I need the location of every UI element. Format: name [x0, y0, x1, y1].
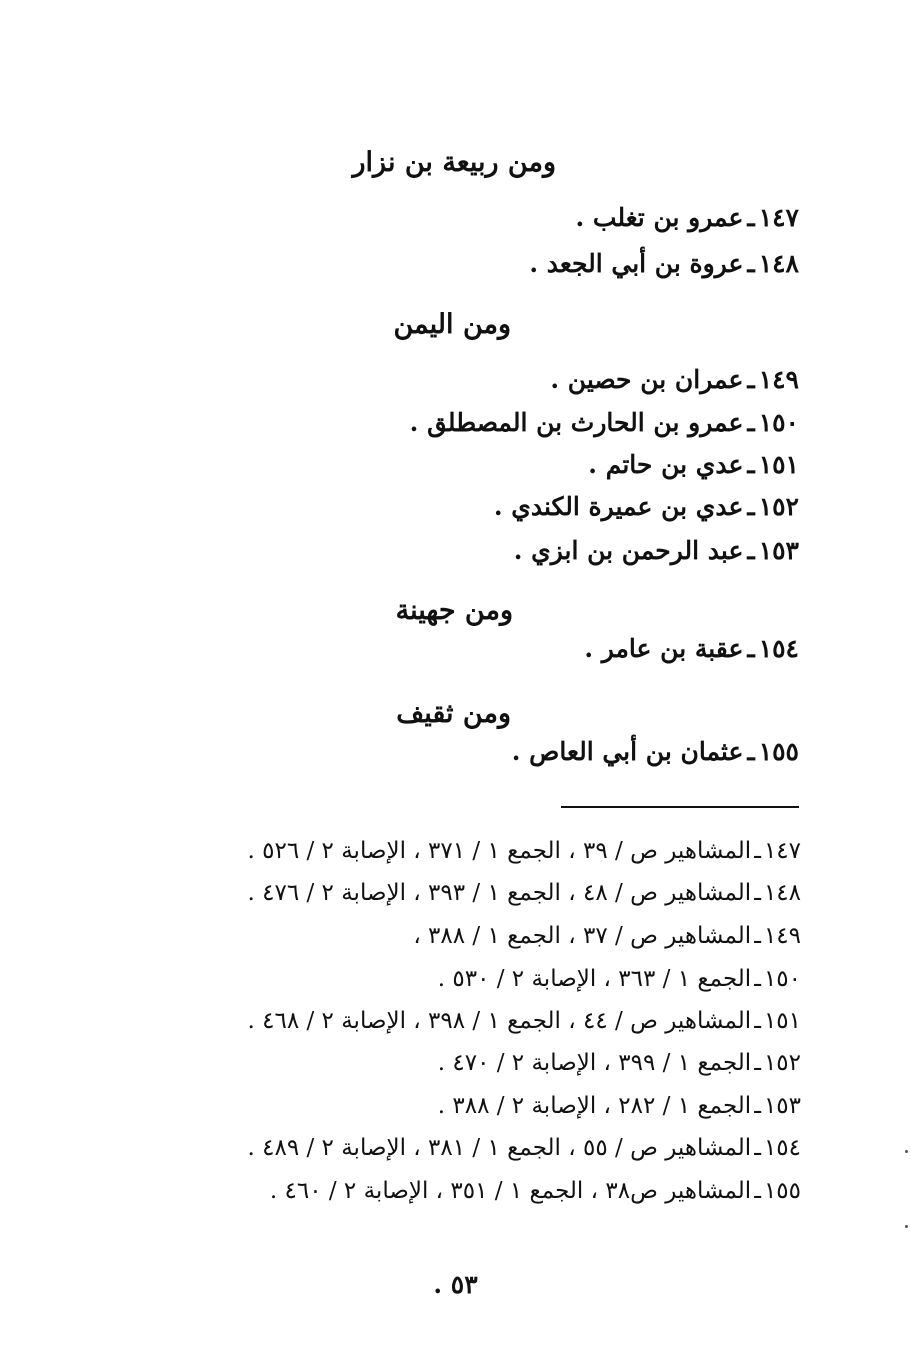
footnote-dash: ـ	[754, 1178, 761, 1204]
footnote-number: ١٤٧	[763, 838, 801, 864]
entry-name: عبد الرحمن بن ابزي .	[513, 536, 744, 565]
section-heading-juhayna: ومن جهينة	[395, 595, 513, 626]
footnote-dash: ـ	[754, 1093, 761, 1119]
footnote-text: الجمع ١ / ٣٩٩ ، الإصابة ٢ / ٤٧٠ .	[437, 1050, 752, 1076]
section-heading-yemen: ومن اليمن	[393, 309, 511, 340]
entry-name: عمرو بن الحارث بن المصطلق .	[409, 408, 744, 437]
entry-dash: ـ	[747, 737, 755, 766]
entry-number: ١٤٨	[758, 249, 799, 278]
footnote-text: المشاهير ص / ٣٧ ، الجمع ١ / ٣٨٨ ،	[413, 923, 752, 949]
entry-name: عمران بن حصين .	[550, 365, 744, 394]
entry-name: عمرو بن تغلب .	[575, 203, 744, 232]
footnote-148	[247, 877, 801, 909]
footnote-dash: ـ	[754, 1008, 761, 1034]
footnote-number: ١٥١	[763, 1008, 801, 1034]
entry-149	[550, 363, 799, 397]
entry-148	[529, 247, 799, 281]
entry-dash: ـ	[747, 536, 755, 565]
section-heading-rabia: ومن ربيعة بن نزار	[352, 147, 556, 178]
entry-number: ١٥٤	[758, 634, 799, 663]
footnote-text: المشاهير ص / ٣٩ ، الجمع ١ / ٣٧١ ، الإصابة ٢ / ٥٢٦ .	[247, 838, 752, 864]
page-number: ٥٣ .	[433, 1270, 478, 1299]
entry-number: ١٤٧	[758, 203, 799, 232]
footnote-number: ١٤٩	[763, 923, 801, 949]
footnote-text: المشاهير ص / ٤٤ ، الجمع ١ / ٣٩٨ ، الإصابة ٢ / ٤٦٨ .	[247, 1008, 752, 1034]
entry-147	[575, 201, 799, 235]
footnote-152	[438, 1047, 801, 1079]
footnote-text: المشاهير ص / ٥٥ ، الجمع ١ / ٣٨١ ، الإصابة ٢ / ٤٨٩ .	[247, 1135, 752, 1161]
entry-number: ١٤٩	[758, 365, 799, 394]
entry-152	[494, 490, 799, 524]
footnote-dash: ـ	[754, 1135, 761, 1161]
footnote-number: ١٥٣	[763, 1093, 801, 1119]
footnote-dash: ـ	[754, 1050, 761, 1076]
footnote-dash: ـ	[754, 966, 761, 992]
entry-dash: ـ	[747, 203, 755, 232]
entry-name: عقبة بن عامر .	[584, 634, 744, 663]
footnote-147	[247, 835, 801, 867]
entry-154	[584, 632, 799, 666]
entry-dash: ـ	[747, 249, 755, 278]
entry-name: عروة بن أبي الجعد .	[529, 249, 744, 278]
entry-number: ١٥٥	[758, 737, 799, 766]
entry-number: ١٥٠	[758, 408, 799, 437]
footnote-number: ١٤٨	[763, 880, 801, 906]
entry-151	[588, 448, 799, 482]
entry-number: ١٥٢	[758, 492, 799, 521]
entry-dash: ـ	[747, 408, 755, 437]
entry-name: عثمان بن أبي العاص .	[511, 737, 744, 766]
entry-name: عدي بن حاتم .	[588, 450, 744, 479]
footnote-separator	[561, 806, 799, 808]
footnote-153	[438, 1090, 801, 1122]
entry-number: ١٥١	[758, 450, 799, 479]
footnote-150	[438, 963, 801, 995]
entry-dash: ـ	[747, 634, 755, 663]
entry-153	[514, 534, 799, 568]
entry-number: ١٥٣	[758, 536, 799, 565]
footnote-149	[413, 920, 801, 952]
footnote-number: ١٥٢	[763, 1050, 801, 1076]
footnote-dash: ـ	[754, 880, 761, 906]
footnote-151	[247, 1005, 801, 1037]
footnote-number: ١٥٤	[763, 1135, 801, 1161]
footnote-155	[270, 1175, 801, 1207]
scan-speck	[905, 1150, 908, 1153]
entry-150	[410, 406, 799, 440]
entry-dash: ـ	[747, 450, 755, 479]
footnote-number: ١٥٥	[763, 1178, 801, 1204]
scan-speck	[905, 1225, 908, 1228]
entry-dash: ـ	[747, 365, 755, 394]
footnote-dash: ـ	[754, 923, 761, 949]
entry-dash: ـ	[747, 492, 755, 521]
footnote-dash: ـ	[754, 838, 761, 864]
footnote-text: الجمع ١ / ٣٦٣ ، الإصابة ٢ / ٥٣٠ .	[437, 966, 752, 992]
section-heading-thaqif: ومن ثقيف	[396, 698, 511, 729]
footnote-text: المشاهير ص٣٨ ، الجمع ١ / ٣٥١ ، الإصابة ٢ / ٤٦٠ .	[269, 1178, 752, 1204]
footnote-154	[247, 1132, 801, 1164]
footnote-number: ١٥٠	[763, 966, 801, 992]
entry-name: عدي بن عميرة الكندي .	[493, 492, 744, 521]
footnote-text: المشاهير ص / ٤٨ ، الجمع ١ / ٣٩٣ ، الإصابة ٢ / ٤٧٦ .	[247, 880, 752, 906]
entry-155	[512, 735, 799, 769]
footnote-text: الجمع ١ / ٢٨٢ ، الإصابة ٢ / ٣٨٨ .	[437, 1093, 752, 1119]
